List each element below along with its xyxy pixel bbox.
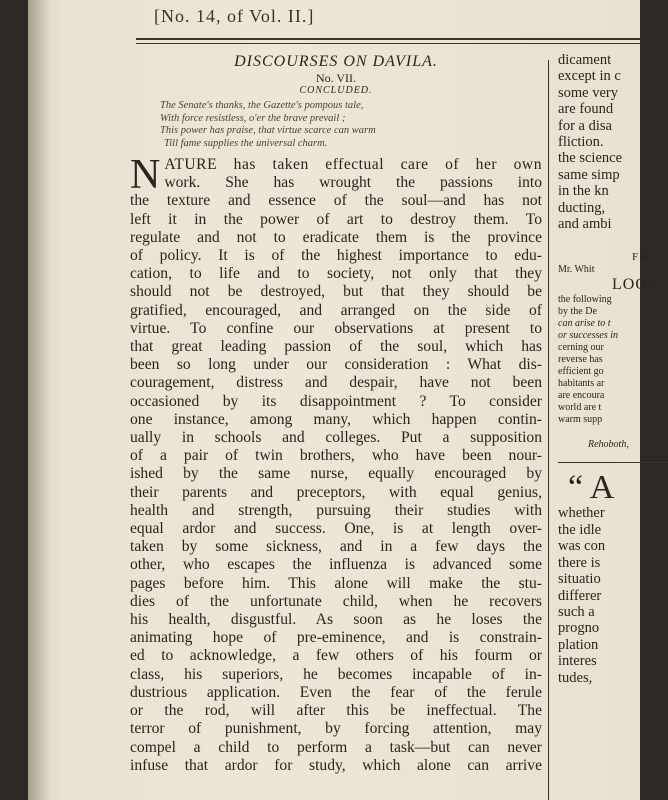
column-line: situatio — [558, 571, 601, 588]
letter-signature: Rehoboth, — [588, 439, 629, 451]
body-line: cation, to life and to society, not only that they — [130, 265, 542, 283]
column-line: some very — [558, 84, 618, 101]
body-line: compel a child to perform a task—but can never — [130, 738, 542, 756]
column-line: and ambi — [558, 216, 612, 233]
quote-dropcap: “ A — [568, 469, 615, 507]
body-line: his health, disgustful. As soon as he loses the — [130, 611, 542, 629]
epigraph-verse — [160, 100, 542, 150]
column-line: fliction. — [558, 134, 604, 151]
column-line: there is — [558, 554, 601, 571]
salutation: Mr. Whit — [558, 264, 595, 276]
column-line: was con — [558, 538, 606, 555]
column-line: reverse has — [558, 354, 603, 366]
letter-opening: LOOK — [612, 276, 661, 294]
column-line: efficient go — [558, 366, 604, 378]
column-line: differer — [558, 587, 602, 604]
body-line: class, his superiors, he becomes incapable of in- — [130, 665, 542, 683]
body-line: the texture and essence of the soul—and has not — [130, 192, 542, 210]
body-line: pages before him. This alone will make the stu- — [130, 574, 542, 592]
body-line: regulate and not to eradicate them is the province — [130, 228, 542, 246]
column-line: for a disa — [558, 117, 612, 134]
verse-line: This power has praise, that virtue scarce can warm — [160, 125, 376, 136]
column-line: the following — [558, 294, 612, 306]
article-title: DISCOURSES ON DAVILA. — [234, 53, 438, 70]
section-rule — [558, 462, 668, 463]
body-line: ATURE has taken effectual care of her own — [164, 156, 542, 173]
column-divider — [548, 60, 549, 800]
issue-header: [No. 14, of Vol. II.] — [154, 6, 315, 26]
body-line: animating hope of pre-eminence, and is constrain- — [130, 629, 542, 647]
column-line: the idle — [558, 521, 602, 538]
column-line: tudes, — [558, 669, 593, 686]
column-line: the science — [558, 150, 623, 167]
body-line: their parents and preceptors, with equal genius, — [130, 483, 542, 501]
column-line: warm supp — [558, 414, 603, 426]
body-line: or the rod, will after this be ineffectual. The — [130, 702, 542, 720]
body-line: should not be destroyed, but that they should be — [130, 283, 542, 301]
body-line: of a pair of twin brothers, who have been nour- — [130, 447, 542, 465]
body-line: ished by the same nurse, equally encouraged by — [130, 465, 542, 483]
verse-line: With force resistless, o'er the brave prevail ; — [160, 112, 346, 124]
article-column — [130, 52, 542, 775]
column-line: cerning our — [558, 342, 604, 354]
body-line: health and strength, pursuing their studies with — [130, 501, 542, 519]
column-line: can arise to t — [558, 318, 611, 330]
column-line: progno — [558, 620, 600, 637]
body-line: work. She has wrought the passions into — [164, 174, 542, 192]
column-line: whether — [558, 505, 605, 522]
newspaper-page — [28, 0, 661, 800]
column-line: interes — [558, 653, 597, 670]
column-line: except in c — [558, 68, 621, 85]
body-line: ually in schools and colleges. Put a supposition — [130, 429, 542, 447]
body-line: of policy. It is of the highest importance to edu- — [130, 247, 542, 265]
body-line: ed to acknowledge, a few others of his fourm or — [130, 647, 542, 665]
section-heading: FR — [632, 251, 648, 264]
body-line: dies of the unfortunate child, when he recovers — [130, 592, 542, 610]
column-line: habitants ar — [558, 378, 605, 390]
column-line: same simp — [558, 166, 620, 183]
adjacent-column — [558, 52, 668, 686]
body-line: taken by some sickness, and in a few days the — [130, 538, 542, 556]
column-line: are found — [558, 101, 614, 118]
verse-line: The Senate's thanks, the Gazette's pompous tale, — [160, 100, 364, 111]
column-line: plation — [558, 636, 599, 653]
column-line: ducting, — [558, 199, 606, 216]
body-line: equal ardor and success. One, is at length over- — [130, 520, 542, 538]
body-line: dustrious application. Even the fear of the ferule — [130, 683, 542, 701]
body-line: terror of punishment, by forcing attention, may — [130, 720, 542, 738]
body-line: couragement, distress and despair, have not been — [130, 374, 542, 392]
body-line: gratified, encouraged, and arranged on the side of — [130, 301, 542, 319]
column-line: or successes in — [558, 330, 618, 342]
column-line: are encoura — [558, 390, 605, 402]
body-line: one instance, among many, which happen contin- — [130, 410, 542, 428]
column-line: world are t — [558, 402, 602, 414]
column-line: such a — [558, 603, 595, 620]
verse-line: Till fame supplies the universal charm. — [164, 137, 328, 149]
header-rule — [136, 38, 640, 44]
body-line: been so long under our consideration : What dis- — [130, 356, 542, 374]
article-body — [130, 152, 542, 775]
body-line: that great leading passion of the soul, which has — [130, 338, 542, 356]
page-edge-shadow — [28, 0, 50, 800]
article-concluded: CONCLUDED. — [299, 85, 373, 96]
column-line: by the De — [558, 306, 597, 318]
drop-cap: N — [130, 152, 161, 198]
body-line: left it in the power of art to destroy them. To — [130, 210, 542, 228]
column-line: in the kn — [558, 183, 609, 200]
body-line: infuse that ardor for study, which alone can arrive — [130, 756, 542, 774]
column-line: dicament — [558, 52, 612, 68]
body-line: occasioned by its disappointment ? To consider — [130, 392, 542, 410]
body-line: virtue. To confine our observations at present to — [130, 319, 542, 337]
body-line: other, who escapes the influenza is advanced some — [130, 556, 542, 574]
article-number: No. VII. — [315, 71, 357, 85]
